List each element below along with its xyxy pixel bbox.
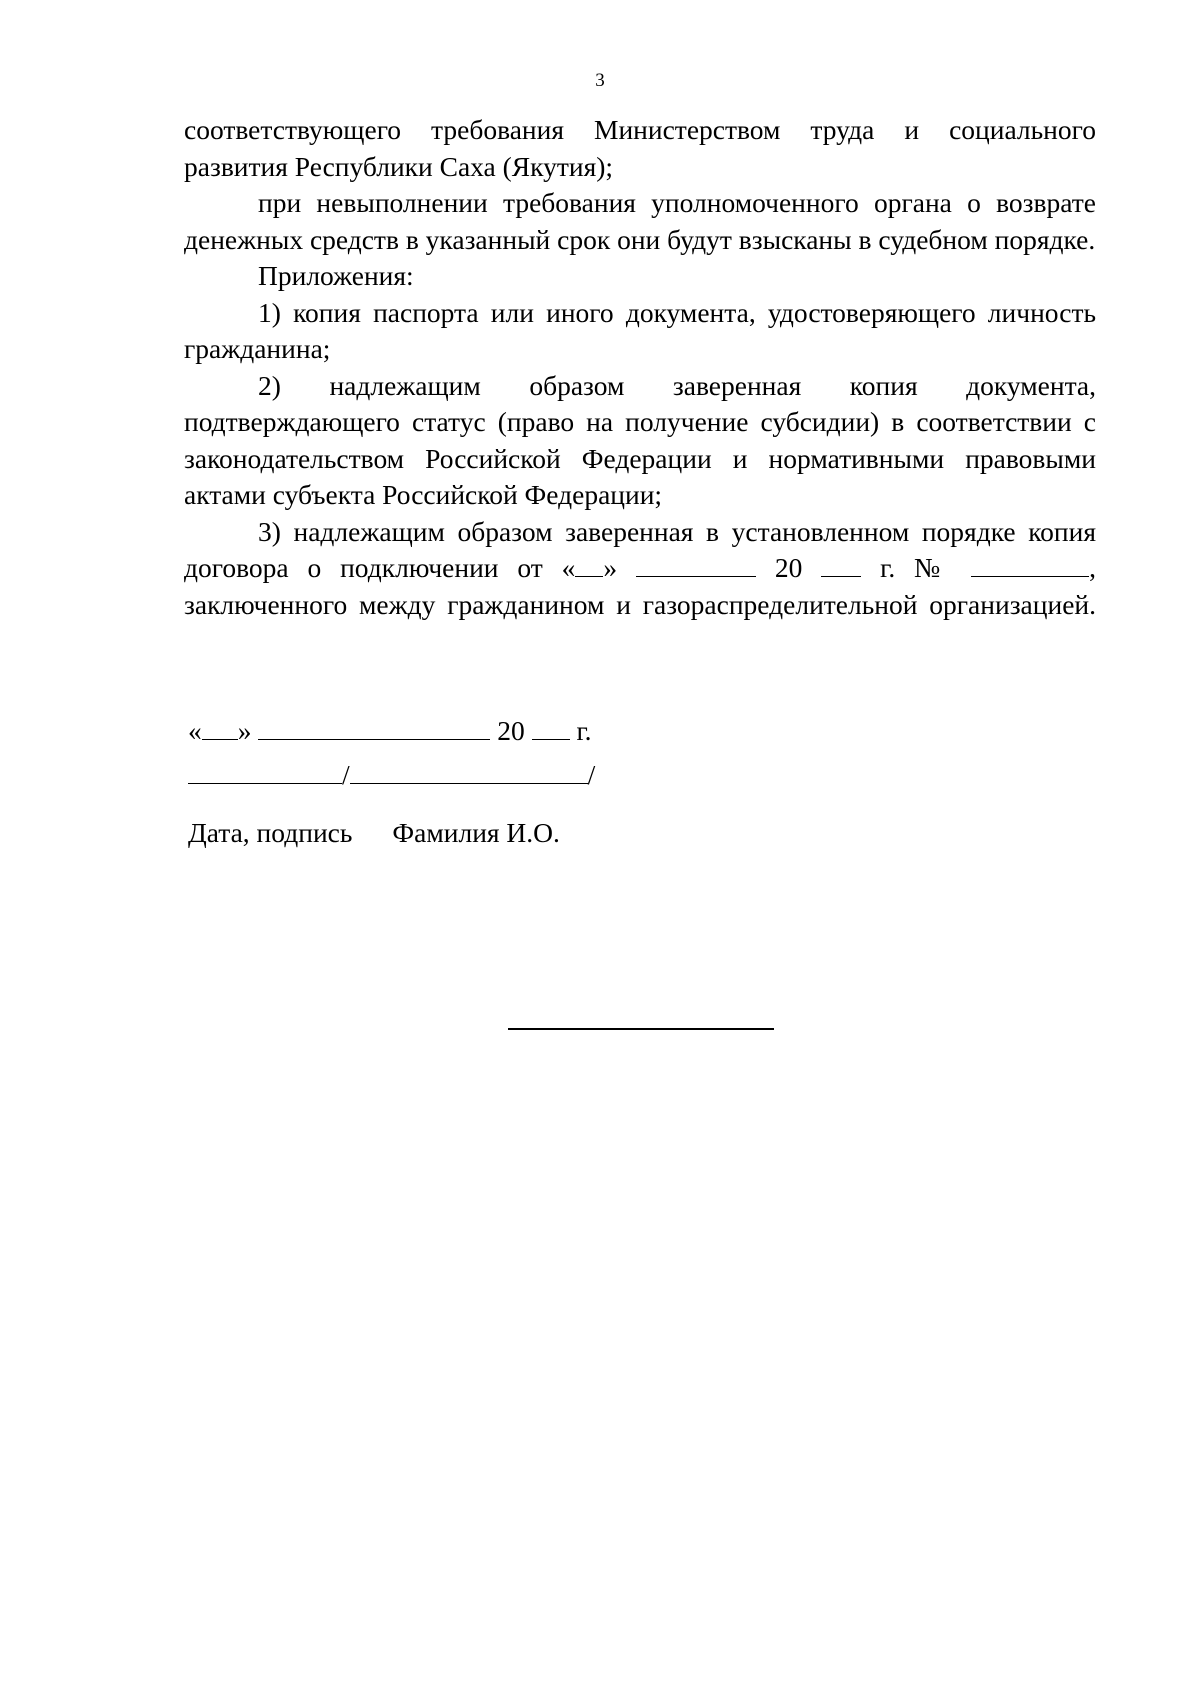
name-blank [350, 759, 588, 784]
end-of-document-rule [508, 1028, 774, 1030]
full-name-label: Фамилия И.О. [392, 817, 560, 848]
date-signature-label: Дата, подпись [188, 817, 353, 848]
comma: , [1089, 552, 1097, 583]
month-blank [258, 715, 490, 740]
attachment-item-3-line: заключенного между гражданином и газораспределительной организацией. [184, 588, 1096, 620]
attachment-item-3-line: 3) надлежащим образом заверенная в установленном порядке копия [258, 515, 1096, 547]
signature-captions [188, 816, 560, 850]
close-quote: » [237, 715, 252, 746]
quote-close: » [603, 552, 618, 583]
day-blank [202, 715, 238, 740]
paragraph-line: соответствующего требования Министерством труда и социального [184, 114, 1096, 145]
day-blank [575, 552, 603, 577]
attachment-item-2: 2) надлежащим образом заверенная копия документа, подтверждающего статус (право на получение субсидии) в соответствии с законодательством Российской Федерации и нормативными правовыми актами субъекта Российской Федерации; [184, 369, 1096, 510]
attachments-heading: Приложения: [258, 260, 414, 291]
year-suffix: г. [576, 715, 592, 746]
contract-text: договора о подключении от « [184, 552, 576, 583]
number-blank [971, 552, 1089, 577]
document-body [184, 112, 1096, 623]
slash: / [587, 759, 596, 790]
signature-date-line [188, 714, 592, 748]
signature-blank [188, 759, 342, 784]
slash: / [342, 759, 350, 790]
year-blank [532, 715, 570, 740]
year-prefix: 20 [497, 715, 525, 746]
attachment-item-1: 1) копия паспорта или иного документа, удостоверяющего личность гражданина; [184, 296, 1096, 364]
attachment-item-3-contract-line [184, 550, 1096, 587]
signature-lines [188, 758, 595, 792]
paragraph-line: развития Республики Саха (Якутия); [184, 150, 614, 182]
open-quote: « [188, 715, 202, 746]
paragraph-refund: при невыполнении требования уполномоченного органа о возврате денежных средств в указанный срок они будут взысканы в судебном порядке. [184, 187, 1096, 255]
month-blank [636, 552, 756, 577]
year-blank [821, 552, 861, 577]
number-label: г. № [880, 552, 953, 583]
year-prefix: 20 [774, 552, 803, 583]
page-number: 3 [595, 70, 605, 91]
